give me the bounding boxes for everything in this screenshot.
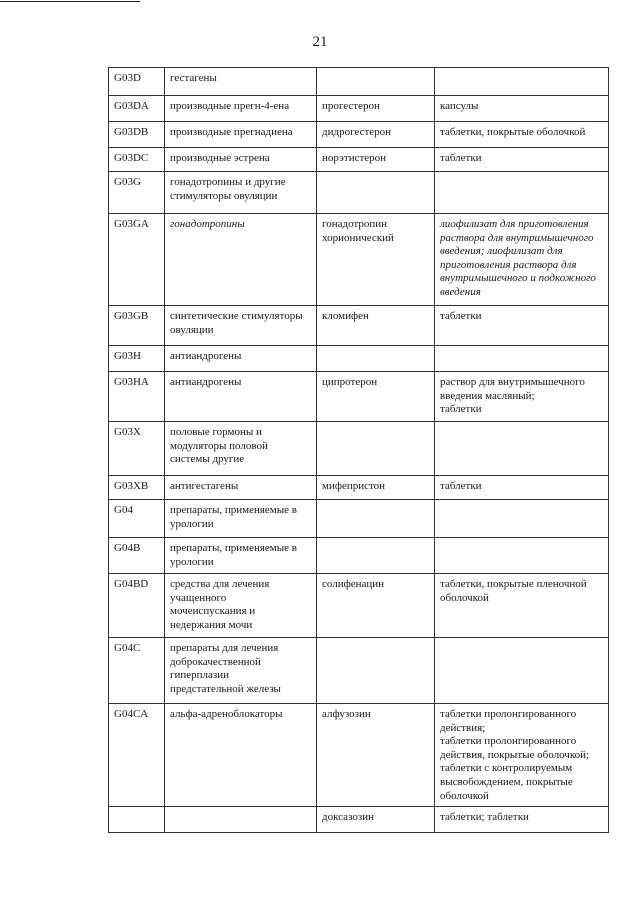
atc-code-cell: G04C	[109, 638, 165, 704]
atc-code-cell: G03G	[109, 172, 165, 214]
table-row	[109, 172, 609, 214]
top-rule	[0, 1, 140, 2]
drug-name-cell: солифенацин	[317, 574, 435, 638]
table-row	[109, 422, 609, 476]
dosage-form-cell: таблетки	[435, 148, 609, 172]
group-name-cell	[165, 807, 317, 833]
drug-name-cell: алфузозин	[317, 704, 435, 807]
group-name-cell: препараты, применяемые в урологии	[165, 538, 317, 574]
table-row	[109, 96, 609, 122]
table-row	[109, 807, 609, 833]
drug-name-cell	[317, 68, 435, 96]
dosage-form-cell: таблетки, покрытые оболочкой	[435, 122, 609, 148]
table-row	[109, 476, 609, 500]
group-name-cell: антигестагены	[165, 476, 317, 500]
group-name-cell: антиандрогены	[165, 372, 317, 422]
group-name-cell: гонадотропины и другие стимуляторы овуляции	[165, 172, 317, 214]
atc-code-cell: G03HA	[109, 372, 165, 422]
drug-name-cell	[317, 638, 435, 704]
table-row	[109, 372, 609, 422]
dosage-form-cell: таблетки; таблетки	[435, 807, 609, 833]
table-row	[109, 148, 609, 172]
table-row	[109, 214, 609, 306]
group-name-cell: препараты для лечения доброкачественной гиперплазии предстательной железы	[165, 638, 317, 704]
drug-name-cell: мифепристон	[317, 476, 435, 500]
drug-name-cell	[317, 538, 435, 574]
atc-code-cell	[109, 807, 165, 833]
drug-name-cell	[317, 346, 435, 372]
group-name-cell: гестагены	[165, 68, 317, 96]
group-name-cell: синтетические стимуляторы овуляции	[165, 306, 317, 346]
drug-name-cell: гонадотропин хорионический	[317, 214, 435, 306]
dosage-form-cell: раствор для внутримышечного введения масляный; таблетки	[435, 372, 609, 422]
group-name-cell: производные прегн-4-ена	[165, 96, 317, 122]
table-body	[109, 68, 609, 833]
group-name-cell: половые гормоны и модуляторы половой системы другие	[165, 422, 317, 476]
drug-name-cell: доксазозин	[317, 807, 435, 833]
page-number: 21	[312, 34, 328, 50]
group-name-cell: производные прегнадиена	[165, 122, 317, 148]
atc-code-cell: G03GB	[109, 306, 165, 346]
atc-code-cell: G03H	[109, 346, 165, 372]
table-row	[109, 574, 609, 638]
group-name-cell: антиандрогены	[165, 346, 317, 372]
atc-code-cell: G03DA	[109, 96, 165, 122]
group-name-cell: альфа-адреноблокаторы	[165, 704, 317, 807]
table-row	[109, 704, 609, 807]
table-row	[109, 122, 609, 148]
atc-code-cell: G04BD	[109, 574, 165, 638]
table-row	[109, 500, 609, 538]
dosage-form-cell	[435, 68, 609, 96]
dosage-form-cell: таблетки	[435, 306, 609, 346]
drug-table	[108, 67, 609, 833]
dosage-form-cell: таблетки	[435, 476, 609, 500]
drug-name-cell: кломифен	[317, 306, 435, 346]
dosage-form-cell	[435, 638, 609, 704]
group-name-cell: производные эстрена	[165, 148, 317, 172]
dosage-form-cell	[435, 422, 609, 476]
atc-code-cell: G03DC	[109, 148, 165, 172]
group-name-cell: гонадотропины	[165, 214, 317, 306]
dosage-form-cell: таблетки пролонгированного действия; таблетки пролонгированного действия, покрытые оболочкой; таблетки с контролируемым высвобождением, покрытые оболочкой	[435, 704, 609, 807]
atc-code-cell: G03XB	[109, 476, 165, 500]
table-row	[109, 68, 609, 96]
atc-code-cell: G03DB	[109, 122, 165, 148]
table-row	[109, 346, 609, 372]
drug-name-cell	[317, 172, 435, 214]
table-row	[109, 306, 609, 346]
dosage-form-cell: капсулы	[435, 96, 609, 122]
table-row	[109, 638, 609, 704]
drug-name-cell: дидрогестерон	[317, 122, 435, 148]
atc-code-cell: G03GA	[109, 214, 165, 306]
atc-code-cell: G03D	[109, 68, 165, 96]
dosage-form-cell	[435, 500, 609, 538]
atc-code-cell: G04B	[109, 538, 165, 574]
drug-name-cell: ципротерон	[317, 372, 435, 422]
table-row	[109, 538, 609, 574]
group-name-cell: средства для лечения учащенного мочеиспускания и недержания мочи	[165, 574, 317, 638]
atc-code-cell: G04	[109, 500, 165, 538]
drug-name-cell: прогестерон	[317, 96, 435, 122]
dosage-form-cell: таблетки, покрытые пленочной оболочкой	[435, 574, 609, 638]
drug-name-cell	[317, 422, 435, 476]
dosage-form-cell: лиофилизат для приготовления раствора для внутримышечного введения; лиофилизат для приготовления раствора для внутримышечного и подкожного введения	[435, 214, 609, 306]
drug-name-cell: норэтистерон	[317, 148, 435, 172]
group-name-cell: препараты, применяемые в урологии	[165, 500, 317, 538]
dosage-form-cell	[435, 172, 609, 214]
dosage-form-cell	[435, 538, 609, 574]
atc-code-cell: G04CA	[109, 704, 165, 807]
dosage-form-cell	[435, 346, 609, 372]
atc-code-cell: G03X	[109, 422, 165, 476]
drug-name-cell	[317, 500, 435, 538]
